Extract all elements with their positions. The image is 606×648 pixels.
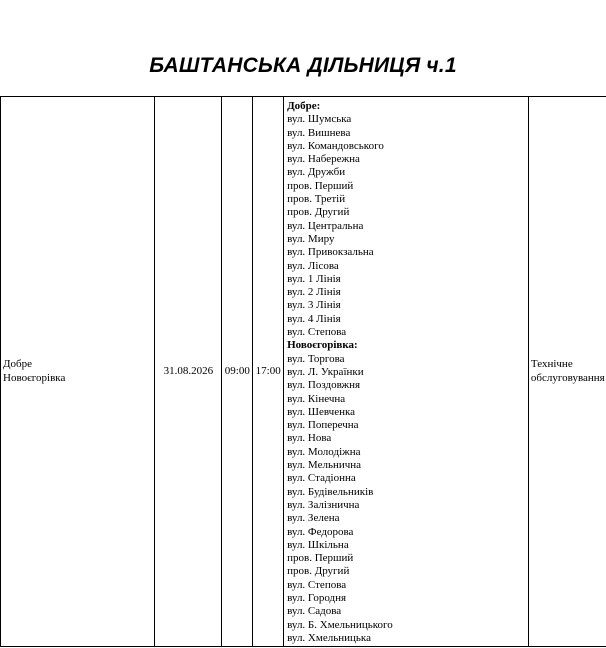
street-item: вул. 1 Лінія (287, 272, 341, 285)
end-time-cell: 17:00 (253, 97, 284, 647)
street-item: вул. Центральна (287, 219, 364, 232)
date-cell: 31.08.2026 (155, 97, 222, 647)
table-row (1, 97, 606, 647)
street-item: пров. Другий (287, 206, 350, 219)
locality-header: Новоєгорівка: (287, 339, 358, 352)
street-item: вул. Шумська (287, 113, 352, 126)
street-item: вул. Поздовжня (287, 379, 361, 392)
street-item: вул. Б. Хмельницького (287, 618, 393, 631)
street-item: вул. Федорова (287, 525, 354, 538)
street-item: вул. 4 Лінія (287, 312, 341, 325)
street-item: вул. Привокзальна (287, 246, 374, 259)
reason-line-1: Технічне (530, 358, 573, 371)
street-item: вул. Вишнева (287, 126, 351, 139)
reason-line-2: обслуговування (530, 371, 605, 384)
outage-table (0, 96, 606, 647)
street-item: вул. Миру (287, 232, 335, 245)
street-item: пров. Перший (287, 552, 354, 565)
street-item: вул. Л. Українки (287, 365, 364, 378)
locality-cell (1, 97, 155, 647)
street-item: вул. Будівельників (287, 485, 374, 498)
street-item: пров. Перший (287, 179, 354, 192)
street-item: вул. Набережна (287, 153, 360, 166)
street-item: вул. Хмельницька (287, 631, 371, 644)
locality-line-2: Новоєгорівка (3, 371, 66, 384)
street-item: вул. Поперечна (287, 419, 359, 432)
street-item: вул. Шкільна (287, 538, 349, 551)
street-item: вул. Городня (287, 591, 347, 604)
streets-cell (284, 97, 529, 647)
street-item: вул. Садова (287, 605, 342, 618)
street-item: пров. Третій (287, 193, 346, 206)
street-item: вул. Торгова (287, 352, 345, 365)
street-item: вул. Молодіжна (287, 445, 361, 458)
street-item: пров. Другий (287, 565, 350, 578)
street-item: вул. Командовського (287, 139, 384, 152)
street-item: вул. Дружби (287, 166, 346, 179)
page-title: БАШТАНСЬКА ДІЛЬНИЦЯ ч.1 (149, 54, 457, 77)
street-item: вул. Нова (287, 432, 332, 445)
street-item: вул. Стадіонна (287, 472, 356, 485)
start-time-cell: 09:00 (222, 97, 253, 647)
reason-cell (528, 97, 606, 647)
locality-header: Добре: (287, 100, 321, 112)
street-item: вул. Шевченка (287, 405, 356, 418)
street-item: вул. Мельнична (287, 459, 362, 472)
street-item: вул. Степова (287, 578, 347, 591)
street-item: вул. Кінечна (287, 392, 346, 405)
locality-line-1: Добре (3, 358, 32, 371)
street-item: вул. Степова (287, 326, 347, 339)
street-item: вул. Зелена (287, 512, 340, 525)
street-item: вул. 2 Лінія (287, 286, 341, 299)
street-item: вул. 3 Лінія (287, 299, 341, 312)
street-item: вул. Лісова (287, 259, 339, 272)
street-item: вул. Залізнична (287, 498, 360, 511)
